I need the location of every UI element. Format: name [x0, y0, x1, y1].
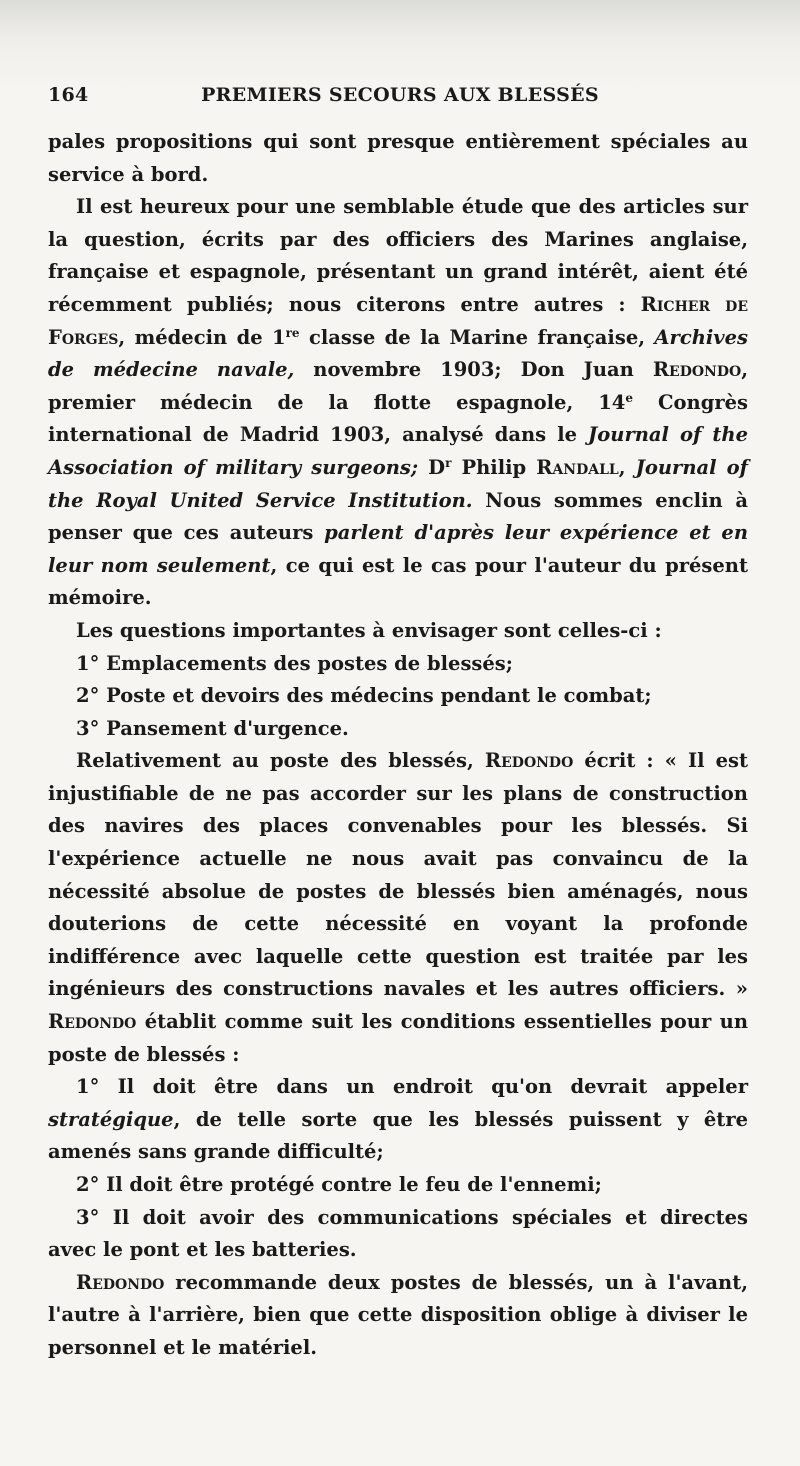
text-run: établit comme suit les conditions essentielles pour un poste de blessés :	[48, 1010, 748, 1066]
list-item: 2° Poste et devoirs des médecins pendant le combat;	[76, 684, 652, 708]
author-name: Richer de Forges	[48, 292, 748, 349]
text-run: 1° Il doit être dans un endroit qu'on devrait appeler	[76, 1075, 748, 1099]
list-item	[48, 1071, 748, 1169]
superscript: e	[625, 390, 634, 405]
paragraph-questions: Les questions importantes à envisager sont celles-ci :	[76, 618, 662, 642]
text-run: ,	[618, 455, 636, 479]
list-item: 3° Pansement d'urgence.	[76, 716, 349, 740]
list-item: 1° Emplacements des postes de blessés;	[76, 651, 513, 675]
journal-title: Journal of the Royal United Service Institution.	[48, 455, 748, 512]
text-run: , médecin de 1	[118, 325, 286, 349]
text-run: Congrès international de Madrid 1903, analysé dans le	[48, 390, 748, 447]
list-item: 3° Il doit avoir des communications spéciales et directes avec le pont et les batteries.	[48, 1205, 748, 1262]
text-run: , ce qui est le cas pour l'auteur du présent mémoire.	[48, 553, 748, 610]
superscript: r	[445, 455, 452, 470]
text-run: recommande deux postes de blessés, un à l'avant, l'autre à l'arrière, bien que cette disposition oblige à diviser le personnel et le matériel.	[48, 1270, 748, 1359]
page-header	[48, 84, 752, 114]
journal-title: Archives de médecine navale,	[48, 325, 748, 382]
text-run: Il est heureux pour une semblable étude que des articles sur la question, écrits par des officiers des Marines anglaise, française et espagnole, présentant un grand intérêt, aient été récemment publiés; nous citerons entre autres :	[48, 195, 748, 316]
text-run: écrit : « Il est injustifiable de ne pas accorder sur les plans de construction des navires des places convenables pour les blessés. Si l'expérience actuelle ne nous avait pas convaincu de la nécessité absolue de postes de blessés bien aménagés, nous douterions de cette nécessité en voyant la profonde indifférence avec laquelle cette question est traitée par les ingénieurs des constructions navales et les autres officiers. »	[48, 749, 748, 1001]
paragraph-recommendation	[48, 1267, 748, 1365]
list-item: 2° Il doit être protégé contre le feu de l'ennemi;	[76, 1173, 602, 1196]
text-run: classe de la Marine française,	[299, 325, 655, 349]
author-name: Redondo	[48, 1010, 137, 1034]
paragraph-continuation: pales propositions qui sont presque entièrement spéciales au service à bord.	[48, 130, 748, 186]
journal-title: Journal of the Association of military surgeons;	[48, 423, 749, 479]
author-name: Redondo	[76, 1270, 165, 1294]
text-run: D	[418, 455, 446, 479]
text-run: novembre 1903; Don Juan	[294, 358, 653, 382]
text-run: Nous sommes enclin à penser que ces auteurs	[48, 488, 748, 545]
text-run: , premier médecin de la flotte espagnole, 14	[48, 358, 748, 414]
author-name: Randall	[536, 455, 619, 479]
author-name: Redondo	[484, 749, 574, 773]
paragraph-redondo-quote	[48, 745, 748, 1071]
author-name: Redondo	[652, 358, 742, 382]
text-run: Philip	[451, 455, 537, 479]
body-text	[48, 126, 748, 1365]
text-run: Relativement au poste des blessés,	[76, 749, 485, 773]
emphasis: parlent d'après leur expérience et en leur nom seulement	[48, 521, 748, 577]
emphasis: stratégique	[48, 1107, 174, 1131]
paragraph-articles	[48, 191, 748, 615]
superscript: re	[285, 325, 300, 340]
page-number: 164	[48, 84, 89, 106]
text-run: , de telle sorte que les blessés puissent y être amenés sans grande difficulté;	[48, 1107, 748, 1164]
running-title: PREMIERS SECOURS AUX BLESSÉS	[201, 84, 599, 106]
